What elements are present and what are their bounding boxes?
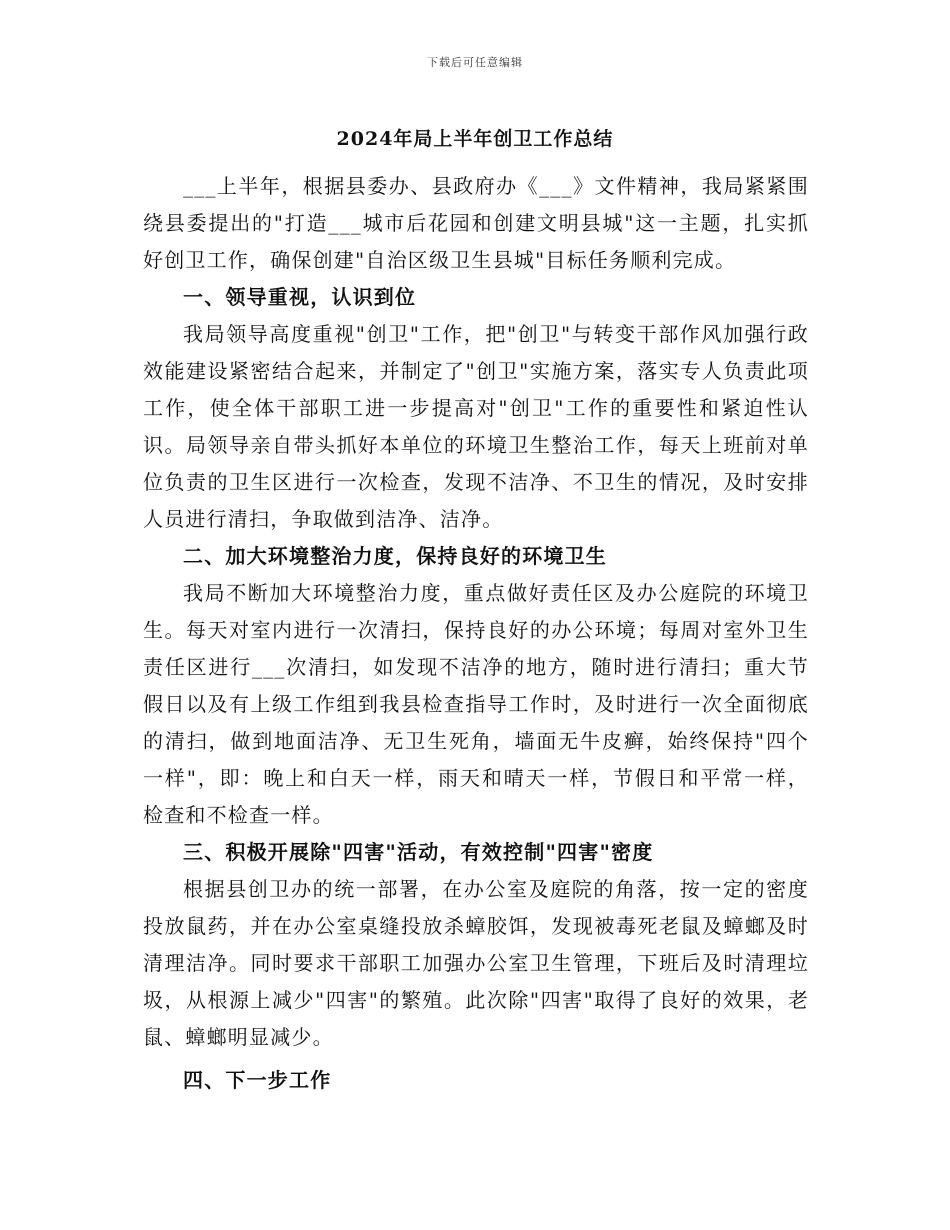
paragraph-section-2: 我局不断加大环境整治力度，重点做好责任区及办公庭院的环境卫生。每天对室内进行一次清扫，保持良好的办公环境；每周对室外卫生责任区进行___次清扫，如发现不洁净的地方，随时进行清扫；重大节假日以及有上级工作组到我县检查指导工作时，及时进行一次全面彻底的清扫，做到地面洁净、无卫生死角，墙面无牛皮癣，始终保持"四个一样"，即：晚上和白天一样，雨天和晴天一样，节假日和平常一样，检查和不检查一样。 — [143, 581, 809, 827]
section-heading-2: 二、加大环境整治力度，保持良好的环境卫生 — [183, 544, 607, 568]
section-heading-4: 四、下一步工作 — [183, 1068, 332, 1092]
header-note: 下载后可任意编辑 — [427, 56, 523, 69]
paragraph-section-1: 我局领导高度重视"创卫"工作，把"创卫"与转变干部作风加强行政效能建设紧密结合起来，并制定了"创卫"实施方案，落实专人负责此项工作，使全体干部职工进一步提高对"创卫"工作的重要性和紧迫性认识。局领导亲自带头抓好本单位的环境卫生整治工作，每天上班前对单位负责的卫生区进行一次检查，发现不洁净、不卫生的情况，及时安排人员进行清扫，争取做到洁净、洁净。 — [143, 322, 809, 531]
section-heading-3: 三、积极开展除"四害"活动，有效控制"四害"密度 — [183, 840, 654, 864]
paragraph-section-3: 根据县创卫办的统一部署，在办公室及庭院的角落，按一定的密度投放鼠药，并在办公室桌缝投放杀蟑胶饵，发现被毒死老鼠及蟑螂及时清理洁净。同时要求干部职工加强办公室卫生管理，下班后及时清理垃圾，从根源上减少"四害"的繁殖。此次除"四害"取得了良好的效果，老鼠、蟑螂明显减少。 — [143, 877, 809, 1049]
section-heading-1: 一、领导重视，认识到位 — [183, 285, 417, 309]
document-title: 2024年局上半年创卫工作总结 — [336, 128, 614, 150]
document-body — [143, 168, 809, 1099]
paragraph-intro: ___上半年，根据县委办、县政府办《___》文件精神，我局紧紧围绕县委提出的"打造___城市后花园和创建文明县城"这一主题，扎实抓好创卫工作，确保创建"自治区级卫生县城"目标任务顺利完成。 — [143, 174, 809, 272]
